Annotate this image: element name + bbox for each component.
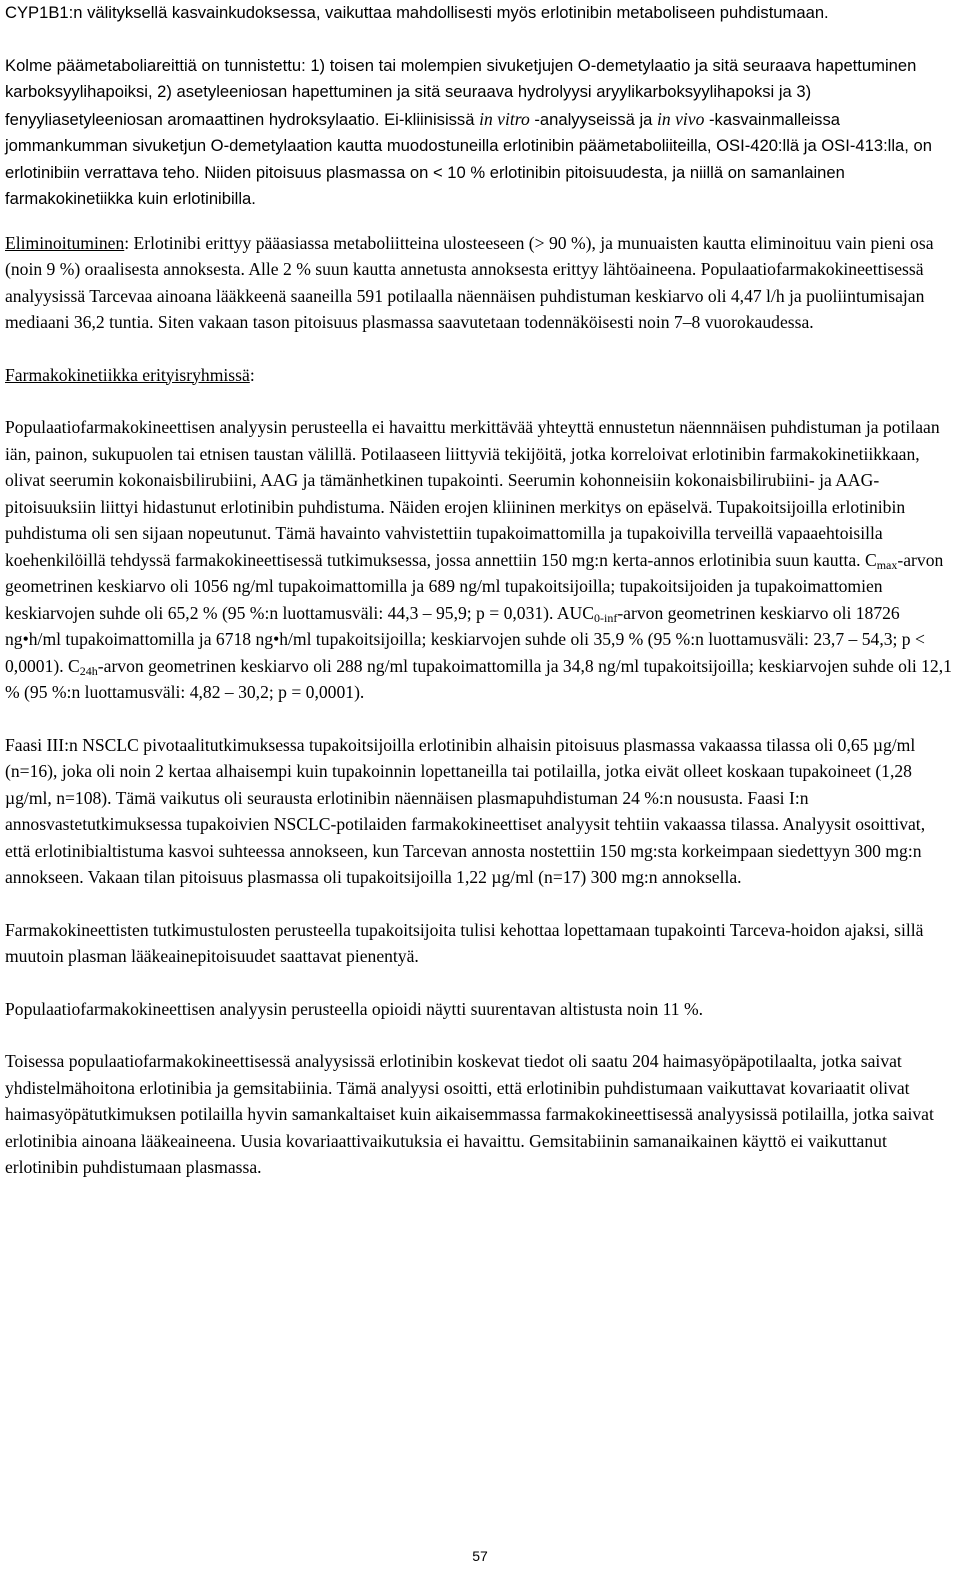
paragraph-phase-iii-smokers xyxy=(5,732,953,891)
paragraph-text: Faasi III:n NSCLC pivotaalitutkimuksessa tupakoitsijoilla erlotinibin alhaisin pitoisuus plasmassa vakaassa tilassa oli 0,65 µg/ml (n=16), joka oli noin 2 kertaa alhaisempi kuin tupakoinnin lopettaneilla tai potilailla, jotka eivät olleet koskaan tupakoineet (1,28 µg/ml, n=108). Tämä vaikutus oli seurausta erlotinibin näennäisen plasmapuhdistuman 24 %:n noususta. Faasi I:n annosvastetutkimuksessa tupakoivien NSCLC-potilaiden farmakokineettiset analyysit tehtiin vakaassa tilassa. Analyysit osoittivat, että erlotinibialtistuma kasvoi suhteessa annokseen, kun Tarcevan annosta nostettiin 150 mg:sta korkeimpaan siedettyyn 300 mg:n annokseen. Vakaan tilan pitoisuus plasmassa oli tupakoitsijoilla 1,22 µg/ml (n=17) 300 mg:n annoksella. xyxy=(5,734,926,887)
paragraph-text: -analyyseissä ja xyxy=(529,109,658,129)
paragraph-text: Toisessa populaatiofarmakokineettisessä analyysissä erlotinibin koskevat tiedot oli saatu 204 haimasyöpäpotilaalta, jotka saivat yhdistelmähoitona erlotinibia ja gemsitabiinia. Tämä analyysi osoitti, että erlotinibin puhdistumaan vaikuttavat kovariaatit olivat haimasyöpätutkimuksen potilailla hyvin samankaltaiset kuin aikaisemmassa farmakokineettisessä analyysissä potilailla, jotka saivat erlotinibia ainoana lääkeaineena. Uusia kovariaattivaikutuksia ei havaittu. Gemsitabiinin samanaikainen käyttö ei vaikuttanut erlotinibin puhdistumaan plasmassa. xyxy=(5,1051,934,1177)
subscript-0-inf: 0-inf xyxy=(594,610,618,625)
paragraph-gap xyxy=(5,706,953,732)
paragraph-gap xyxy=(5,213,953,230)
paragraph-text: -arvon geometrinen keskiarvo oli 18726 ng•h/ml tupakoimattomilla ja 6718 ng•h/ml tupakoitsijoilla; keskiarvojen suhde oli 35,9 % (95 %:n luottamusväli: 23,7 – 54,3; p < 0,0001). C xyxy=(5,602,925,676)
paragraph-gap xyxy=(5,27,953,53)
subscript-max: max xyxy=(876,557,898,572)
section-heading-elimination: Eliminoituminen xyxy=(5,232,125,253)
section-heading-special-populations: Farmakokinetiikka erityisryhmissä xyxy=(5,364,250,385)
paragraph-text: -arvon geometrinen keskiarvo oli 1056 ng/ml tupakoimattomilla ja 689 ng/ml tupakoitsijoilla; tupakoitsijoiden ja tupakoimattomien keskiarvojen suhde oli 65,2 % (95 %:n luottamusväli: 44,3 – 95,9; p = 0,031). AUC xyxy=(5,549,944,623)
paragraph-special-populations-heading xyxy=(5,362,953,389)
paragraph-text: Populaatiofarmakokineettisen analyysin perusteella opioidi näytti suurentavan altistusta noin 11 %. xyxy=(5,998,704,1019)
in-vitro-term: in vitro xyxy=(479,108,530,129)
paragraph-opioid xyxy=(5,996,953,1023)
paragraph-text: Populaatiofarmakokineettisen analyysin perusteella ei havaittu merkittävää yhteyttä ennustetun näennnäisen puhdistuman ja potilaan iän, painon, sukupuolen tai etnisen taustan välillä. Potilaaseen liittyviä tekijöitä, jotka korreloivat erlotinibin farmakokinetiikkaan, olivat seerumin kokonaisbilirubiini, AAG ja tämänhetkinen tupakointi. Seerumin kohonneisiin kokonaisbilirubiini- ja AAG-pitoisuuksiin liittyi hidastunut erlotinibin puhdistuma. Näiden erojen kliininen merkitys on epäselvä. Tupakoitsijoilla erlotinibin puhdistuma oli sen sijaan nopeutunut. Tämä havainto vahvistettiin tupakoimattomilla ja tupakoivilla terveillä vapaaehtoisilla koehenkilöillä tehdyssä farmakokineettisessä tutkimuksessa, jossa annettiin 150 mg:n kerta-annos erlotinibia suun kautta. C xyxy=(5,417,940,570)
paragraph-population-pk xyxy=(5,414,953,706)
paragraph-gap xyxy=(5,1022,953,1048)
paragraph-text: CYP1B1:n välityksellä kasvainkudoksessa, vaikuttaa mahdollisesti myös erlotinibin metaboliseen puhdistumaan. xyxy=(5,3,829,22)
paragraph-elimination xyxy=(5,230,953,336)
paragraph-text: -kasvainmalleissa jommankumman sivuketjun O-demetylaation kautta muodostuneilla erlotinibin päämetaboliiteilla, OSI-420:llä ja OSI-413:lla, on erlotinibiin verrattava teho. Niiden pitoisuus plasmassa on < 10 % erlotinibin pitoisuudesta, ja niillä on samanlainen farmakokinetiikka kuin erlotinibilla. xyxy=(5,109,932,208)
in-vivo-term: in vivo xyxy=(657,108,705,129)
paragraph-gap xyxy=(5,336,953,362)
paragraph-metabolic-pathways xyxy=(5,53,953,213)
paragraph-smoking-advice xyxy=(5,917,953,970)
subscript-24h: 24h xyxy=(79,663,98,678)
paragraph-text: Farmakokineettisten tutkimustulosten perusteella tupakoitsijoita tulisi kehottaa lopettamaan tupakointi Tarceva-hoidon ajaksi, sillä muutoin plasman lääkeainepitoisuudet saattavat pienentyä. xyxy=(5,919,924,966)
page-number: 57 xyxy=(472,1548,488,1564)
paragraph-pancreatic-cancer xyxy=(5,1048,953,1181)
heading-colon: : xyxy=(249,364,255,385)
paragraph-text: : Erlotinibi erittyy pääasiassa metaboliitteina ulosteeseen (> 90 %), ja munuaisten kautta eliminoituu vain pieni osa (noin 9 %) oraalisesta annoksesta. Alle 2 % suun kautta annetusta annoksesta erittyy lähtöaineena. Populaatiofarmakokineettisessä analyysissä Tarcevaa ainoana lääkkeenä saaneilla 591 potilaalla näennäisen puhdistuman keskiarvo oli 4,47 l/h ja puoliintumisajan mediaani 36,2 tuntia. Siten vakaan tason pitoisuus plasmassa saavutetaan todennäköisesti noin 7–8 vuorokaudessa. xyxy=(5,232,934,332)
paragraph-text: Kolme päämetaboliareittiä on tunnistettu: 1) toisen tai molempien sivuketjujen O-demetylaatio ja sitä seuraava hapettuminen karboksyylihapoiksi, 2) asetyleeniosan hapettuminen ja sitä seuraava hydrolyysi aryylikarboksyylihapoksi ja 3) fenyyliasetyleeniosan aromaattinen hydroksylaatio. Ei-kliinisissä xyxy=(5,55,917,129)
paragraph-metabolism-intro xyxy=(5,0,953,27)
document-page xyxy=(5,0,953,1181)
paragraph-gap xyxy=(5,388,953,414)
paragraph-gap xyxy=(5,891,953,917)
paragraph-text: -arvon geometrinen keskiarvo oli 288 ng/ml tupakoimattomilla ja 34,8 ng/ml tupakoitsijoilla; keskiarvojen suhde oli 12,1 % (95 %:n luottamusväli: 4,82 – 30,2; p = 0,0001). xyxy=(5,655,952,702)
paragraph-gap xyxy=(5,970,953,996)
